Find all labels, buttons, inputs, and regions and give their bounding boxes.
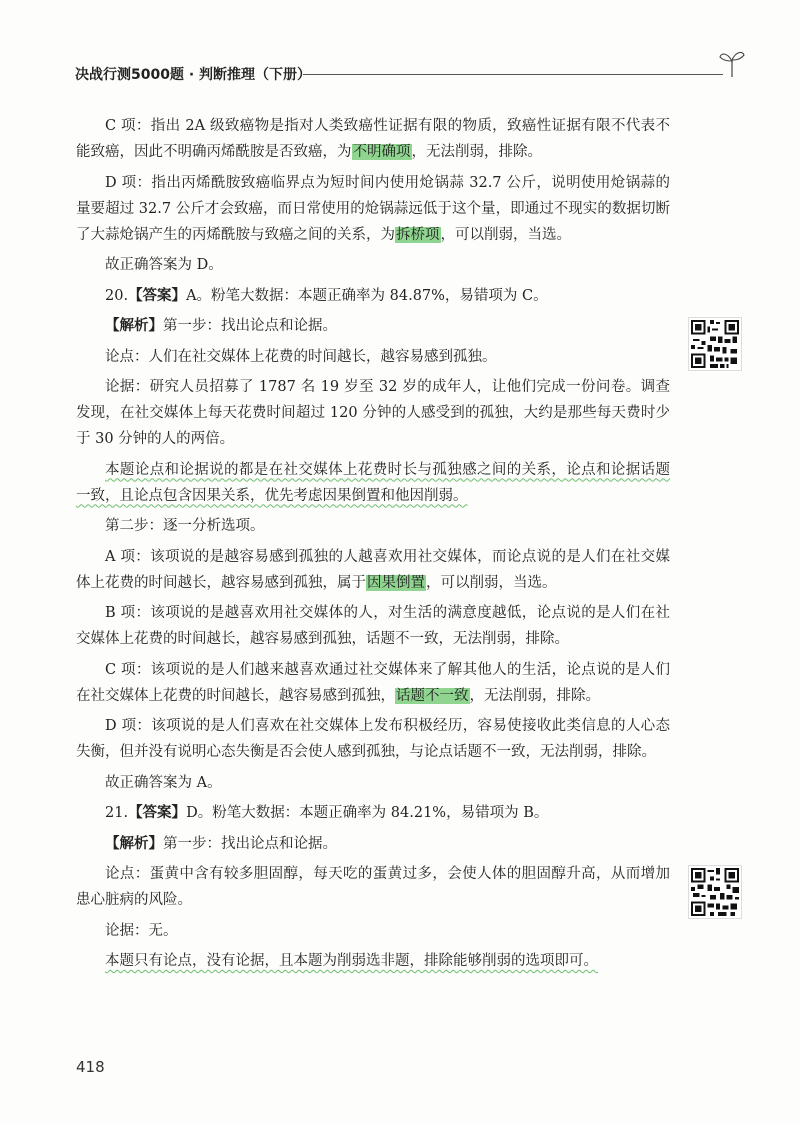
option-d-prev (76, 170, 670, 248)
underlined-note: 本题只有论点，没有论据，且本题为削弱选非题，排除能够削弱的选项即可。 (105, 953, 598, 969)
answer-label: 【答案】 (128, 286, 187, 304)
q21-analysis (76, 831, 670, 857)
qr-code-icon (688, 865, 742, 919)
q21-claim: 论点：蛋黄中含有较多胆固醇，每天吃的蛋黄过多，会使人体的胆固醇升高，从而增加患心脏病的风险。 (76, 866, 670, 908)
qr-code-icon (688, 317, 742, 371)
underlined-note: 本题论点和论据说的都是在社交媒体上花费时长与孤独感之间的关系，论点和论据话题一致，且论点包含因果关系，优先考虑因果倒置和他因削弱。 (76, 461, 670, 504)
question-number: 20. (105, 287, 129, 304)
q21-evidence: 论据：无。 (105, 922, 178, 939)
answer-text: D。粉笔大数据：本题正确率为 84.21%，易错项为 B。 (186, 805, 549, 821)
conclusion-prev: 故正确答案为 D。 (105, 257, 223, 273)
header-rule (303, 74, 723, 75)
text-run: ，可以削弱，当选。 (426, 574, 557, 591)
answer-label: 【答案】 (128, 804, 187, 821)
q20-option-b: B 项：该项说的是越喜欢用社交媒体的人，对生活的满意度越低，论点说的是人们在社交媒体上花费的时间越长，越容易感到孤独，话题不一致，无法削弱，排除。 (76, 605, 670, 647)
q20-note (76, 457, 670, 509)
text-run: C 项：该项说的是人们越来越喜欢通过社交媒体来了解其他人的生活，论点说的是人们在社交媒体上花费的时间越长，越容易感到孤独， (76, 661, 670, 704)
q21-note (76, 948, 670, 974)
answer-text: A。粉笔大数据：本题正确率为 84.87%，易错项为 C。 (186, 287, 548, 304)
page-number: 418 (76, 1058, 105, 1076)
text-run: A 项：该项说的是越容易感到孤独的人越喜欢用社交媒体，而论点说的是人们在社交媒体上花费的时间越长，越容易感到孤独，属于 (76, 548, 670, 591)
highlight-topic-mismatch: 话题不一致 (396, 687, 469, 704)
q21-answer (76, 800, 670, 826)
analysis-label: 【解析】 (105, 317, 163, 334)
text-run: C 项：指出 2A 级致癌物是指对人类致癌性证据有限的物质，致癌性证据有限不代表不能致癌，因此不明确丙烯酰胺是否致癌，为 (76, 118, 670, 160)
sprout-icon (719, 48, 745, 78)
question-number: 21. (105, 805, 129, 821)
q20-analysis (76, 313, 670, 339)
q20-evidence: 论据：研究人员招募了 1787 名 19 岁至 32 岁的成年人，让他们完成一份问卷。调查发现，在社交媒体上每天花费时间超过 120 分钟的人感受到的孤独，大约是那些每天费时少于 30 分钟的人的两倍。 (76, 379, 670, 447)
q20-conclusion: 故正确答案为 A。 (105, 774, 222, 791)
page-body (76, 113, 670, 979)
step-text: 第一步：找出论点和论据。 (163, 835, 337, 852)
q20-step2: 第二步：逐一分析选项。 (105, 518, 265, 534)
q20-option-a (76, 544, 670, 596)
analysis-label: 【解析】 (105, 834, 163, 852)
book-title: 决战行测5000题 · 判断推理（下册） (75, 67, 312, 83)
highlight-bridge-item: 拆桥项 (396, 226, 440, 243)
q20-answer (76, 283, 670, 309)
text-run: ，无法削弱，排除。 (411, 144, 542, 160)
step-text: 第一步：找出论点和论据。 (163, 318, 337, 334)
text-run: D 项：指出丙烯酰胺致癌临界点为短时间内使用炝锅蒜 32.7 公斤，说明使用炝锅蒜的量要超过 32.7 公斤才会致癌，而日常使用的炝锅蒜远低于这个量，即通过不现实的数据切断了大蒜炝锅产生的丙烯酰胺与致癌之间的关系，为 (76, 174, 670, 243)
text-run: ，无法削弱，排除。 (469, 687, 600, 704)
text-run: ，可以削弱，当选。 (440, 226, 571, 243)
running-header (75, 62, 745, 88)
q20-claim: 论点：人们在社交媒体上花费的时间越长，越容易感到孤独。 (105, 348, 497, 365)
highlight-unclear-item: 不明确项 (352, 144, 411, 160)
option-c-prev (76, 113, 670, 165)
q20-option-d: D 项：该项说的是人们喜欢在社交媒体上发布积极经历，容易使接收此类信息的人心态失衡，但并没有说明心态失衡是否会使人感到孤独，与论点话题不一致，无法削弱，排除。 (76, 718, 670, 760)
q20-option-c (76, 657, 670, 709)
highlight-causal-reversal: 因果倒置 (367, 574, 425, 591)
